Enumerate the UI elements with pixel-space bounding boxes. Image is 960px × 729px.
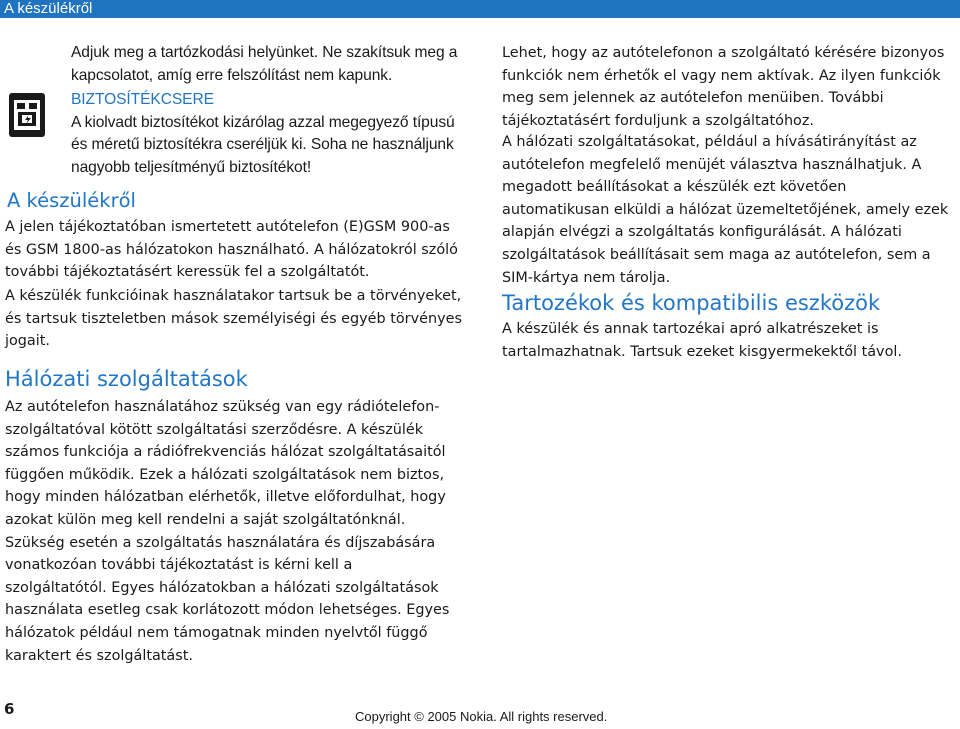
page-number: 6 [4,700,15,718]
header-title: A készülékről [4,0,93,17]
section-heading-accessories: Tartozékok és kompatibilis eszközök [502,291,881,315]
network-paragraph-1: Az autótelefon használatához szükség van egy rádiótelefon-szolgáltatóval kötött szolgáltatási szerződésre. A készülék számos funkciója a rádiófrekvenciás hálózat szolgáltatásaitól függően működik. Ezek a hálózati szolgáltatások nem biztos, hogy minden hálózatban elérhetők, illetve előfordulhat, hogy azokat külön meg kell rendelni a saját szolgáltatónknál. Szükség esetén a szolgáltatás használatára és díjszabására vonatkozóan további tájékoztatást is kérni kell a szolgáltatótól. Egyes hálózatokban a hálózati szolgáltatások használata esetleg csak korlátozott módon lehetséges. Egyes hálózatok például nem támogatnak minden nyelvtől függő karaktert és szolgáltatást. [5,399,450,664]
about-paragraph-1: A jelen tájékoztatóban ismertetett autótelefon (E)GSM 900-as és GSM 1800-as hálózatokon használható. A hálózatokról szóló további tájékoztatásért keressük fel a szolgáltatót. [5,219,458,281]
right-paragraph-1: Lehet, hogy az autótelefonon a szolgáltató kérésére bizonyos funkciók nem érhetők el vagy nem aktívak. Az ilyen funkciók meg sem jelennek az autótelefon menüiben. További tájékoztatásért forduljunk a szolgáltatóhoz. [502,45,945,129]
battery-warning-text: A kiolvadt biztosítékot kizárólag azzal megegyező típusú és méretű biztosítékra cseréljük ki. Soha ne használjunk nagyobb teljesítményű biztosítékot! [71,113,455,176]
battery-warning [71,89,463,179]
section-heading-network: Hálózati szolgáltatások [5,367,248,391]
header-bar [0,0,960,18]
copyright: Copyright © 2005 Nokia. All rights reserved. [355,709,608,724]
battery-warning-title: BIZTOSÍTÉKCSERE [71,91,214,108]
battery-icon [8,92,46,138]
section-heading-about: A készülékről [7,189,136,212]
right-paragraph-2: A hálózati szolgáltatásokat, például a hívásátirányítást az autótelefon megfelelő menüjét választva használhatjuk. A megadott beállításokat a készülék ezt követően automatikusan elküldi a hálózat üzemeltetőjének, amely ezek alapján elvégzi a szolgáltatás konfigurálását. A hálózati szolgáltatások beállításait sem maga az autótelefon, sem a SIM-kártya nem tárolja. [502,134,949,286]
about-paragraph-2: A készülék funkcióinak használatakor tartsuk be a törvényeket, és tartsuk tiszteletben mások személyiségi és egyéb törvényes jogait. [5,288,462,350]
accessories-paragraph-1: A készülék és annak tartozékai apró alkatrészeket is tartalmazhatnak. Tartsuk ezeket kisgyermekektől távol. [502,321,902,360]
intro-text: Adjuk meg a tartózkodási helyünket. Ne szakítsuk meg a kapcsolatot, amíg erre felszólítást nem kapunk. [71,44,458,84]
